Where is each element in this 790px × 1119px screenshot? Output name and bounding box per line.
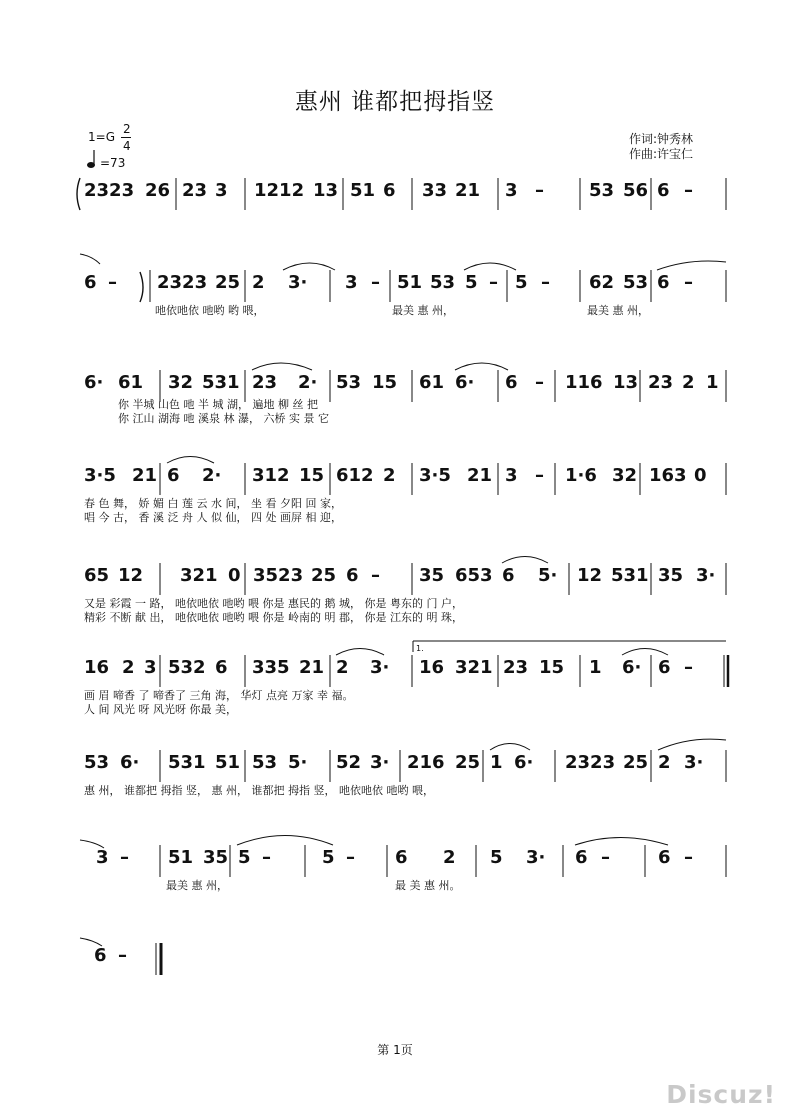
- note-group: 12: [118, 565, 144, 586]
- note-group: 6: [383, 180, 396, 201]
- time-signature-top: 2: [123, 122, 131, 136]
- note-group: 6: [215, 657, 228, 678]
- note-group: 532: [168, 657, 206, 678]
- note-group: 32: [168, 372, 194, 393]
- note-group: 321: [455, 657, 493, 678]
- note-group: 2323: [565, 752, 616, 773]
- note-group: 52: [336, 752, 362, 773]
- lyric-line: 最 美 惠 州。: [395, 879, 461, 892]
- note-group: 6: [505, 372, 518, 393]
- note-group: 61: [118, 372, 144, 393]
- note-group: 6: [658, 657, 671, 678]
- note-group: 5·: [288, 752, 308, 773]
- note-group: –: [535, 465, 544, 486]
- note-group: 6: [94, 945, 107, 966]
- note-group: 53: [589, 180, 615, 201]
- tempo-marking: =73: [100, 156, 126, 170]
- note-group: 6·: [120, 752, 140, 773]
- note-group: 1: [706, 372, 719, 393]
- note-group: 3·: [684, 752, 704, 773]
- note-group: 3: [345, 272, 358, 293]
- note-group: 23: [252, 372, 278, 393]
- lyric-line: 画 眉 啼香 了 啼香了 三角 海， 华灯 点亮 万家 幸 福。: [84, 689, 354, 702]
- note-group: 23: [182, 180, 208, 201]
- note-group: 2: [122, 657, 135, 678]
- note-group: 2: [336, 657, 349, 678]
- note-group: –: [120, 847, 129, 868]
- note-group: 5: [490, 847, 503, 868]
- note-group: 21: [455, 180, 481, 201]
- note-group: 21: [467, 465, 493, 486]
- note-group: 61: [419, 372, 445, 393]
- note-group: 56: [623, 180, 649, 201]
- note-group: 3: [215, 180, 228, 201]
- note-group: 1212: [254, 180, 305, 201]
- note-group: –: [535, 372, 544, 393]
- note-group: 3·5: [419, 465, 451, 486]
- note-group: 2·: [298, 372, 318, 393]
- lyric-line: 最美 惠 州，: [587, 304, 649, 317]
- note-group: –: [346, 847, 355, 868]
- lyric-line: 你 半城 山色 吔 半 城 湖， 遍地 柳 丝 把: [118, 398, 318, 411]
- note-group: 35: [203, 847, 229, 868]
- note-group: 312: [252, 465, 290, 486]
- note-group: 65: [84, 565, 110, 586]
- note-group: 6: [346, 565, 359, 586]
- note-group: 16: [419, 657, 445, 678]
- note-group: 6: [575, 847, 588, 868]
- note-group: 3·: [696, 565, 716, 586]
- page-number: 第 1页: [377, 1043, 413, 1057]
- composer-credit: 作曲:许宝仁: [629, 147, 694, 161]
- note-group: 3·: [288, 272, 308, 293]
- note-group: 6: [502, 565, 515, 586]
- note-group: 6·: [622, 657, 642, 678]
- note-group: 35: [419, 565, 445, 586]
- note-group: 6·: [514, 752, 534, 773]
- note-group: 2·: [202, 465, 222, 486]
- note-group: 116: [565, 372, 603, 393]
- note-group: 51: [397, 272, 423, 293]
- note-group: 3·: [526, 847, 546, 868]
- note-group: 5: [515, 272, 528, 293]
- note-group: 21: [299, 657, 325, 678]
- note-group: 33: [422, 180, 448, 201]
- note-group: –: [684, 180, 693, 201]
- note-group: –: [108, 272, 117, 293]
- note-group: 25: [311, 565, 337, 586]
- key-signature: 1=G: [88, 130, 115, 144]
- note-group: 6: [395, 847, 408, 868]
- note-group: 35: [658, 565, 684, 586]
- note-group: –: [535, 180, 544, 201]
- note-group: 6: [167, 465, 180, 486]
- lyric-line: 惠 州， 谁都把 拇指 竖， 惠 州， 谁都把 拇指 竖， 吔依吔依 吔哟 喂，: [84, 784, 434, 797]
- note-group: 6: [658, 847, 671, 868]
- note-group: 6: [657, 272, 670, 293]
- note-group: 3·5: [84, 465, 116, 486]
- note-group: 6: [84, 272, 97, 293]
- note-group: 13: [613, 372, 639, 393]
- note-group: 321: [180, 565, 218, 586]
- note-group: 26: [145, 180, 171, 201]
- note-group: 612: [336, 465, 374, 486]
- note-group: 15: [372, 372, 398, 393]
- note-group: 53: [252, 752, 278, 773]
- svg-text:1.: 1.: [416, 644, 424, 653]
- lyric-line: 最美 惠 州，: [166, 879, 228, 892]
- note-group: 5: [465, 272, 478, 293]
- lyric-line: 又是 彩霞 一 路， 吔依吔依 吔哟 喂 你是 惠民的 鹅 城， 你是 粤东的 门 户，: [84, 597, 463, 610]
- note-group: –: [684, 657, 693, 678]
- note-group: 51: [168, 847, 194, 868]
- note-group: 25: [623, 752, 649, 773]
- note-group: 21: [132, 465, 158, 486]
- note-group: 216: [407, 752, 445, 773]
- note-group: –: [489, 272, 498, 293]
- note-group: 2: [252, 272, 265, 293]
- note-group: –: [684, 272, 693, 293]
- note-group: 62: [589, 272, 615, 293]
- note-group: –: [601, 847, 610, 868]
- note-group: 15: [299, 465, 325, 486]
- note-group: 53: [336, 372, 362, 393]
- note-group: 25: [215, 272, 241, 293]
- note-group: –: [371, 272, 380, 293]
- lyric-line: 最美 惠 州，: [392, 304, 454, 317]
- note-group: 1: [490, 752, 503, 773]
- note-group: 2: [658, 752, 671, 773]
- quarter-note-icon: [86, 148, 100, 170]
- note-group: 3: [505, 180, 518, 201]
- note-group: 653: [455, 565, 493, 586]
- note-group: 3: [96, 847, 109, 868]
- note-group: 6·: [84, 372, 104, 393]
- note-group: 5: [238, 847, 251, 868]
- note-group: 335: [252, 657, 290, 678]
- note-group: 51: [350, 180, 376, 201]
- note-group: 3·: [370, 752, 390, 773]
- time-signature-bar: [121, 137, 131, 138]
- note-group: 6: [657, 180, 670, 201]
- note-group: 12: [577, 565, 603, 586]
- note-group: 2: [383, 465, 396, 486]
- note-group: 16: [84, 657, 110, 678]
- note-group: 2323: [84, 180, 135, 201]
- watermark: Discuz!: [666, 1080, 776, 1109]
- note-group: 531: [168, 752, 206, 773]
- note-group: 1: [589, 657, 602, 678]
- note-group: –: [684, 847, 693, 868]
- note-group: 23: [648, 372, 674, 393]
- score-title: 惠州 谁都把拇指竖: [294, 89, 496, 115]
- note-group: 53: [430, 272, 456, 293]
- note-group: 3523: [253, 565, 304, 586]
- note-group: 25: [455, 752, 481, 773]
- lyric-line: 唱 今 古， 香 溪 泛 舟 人 似 仙， 四 处 画屏 相 迎，: [84, 511, 342, 524]
- note-group: 5·: [538, 565, 558, 586]
- note-group: –: [262, 847, 271, 868]
- note-group: 3: [144, 657, 157, 678]
- lyric-line: 人 间 风光 呀 风光呀 你最 美，: [84, 703, 237, 716]
- note-group: 32: [612, 465, 638, 486]
- lyric-line: 你 江山 湖海 吔 溪泉 林 瀑， 六桥 实 景 它: [118, 412, 329, 425]
- note-group: –: [118, 945, 127, 966]
- note-group: 23: [503, 657, 529, 678]
- lyricist-credit: 作词:钟秀林: [629, 132, 694, 146]
- lyric-line: 春 色 舞， 娇 媚 白 莲 云 水 间， 坐 看 夕阳 回 家，: [84, 497, 342, 510]
- note-group: 13: [313, 180, 339, 201]
- note-group: 531: [611, 565, 649, 586]
- note-group: –: [541, 272, 550, 293]
- note-group: 0: [694, 465, 707, 486]
- note-group: 6·: [455, 372, 475, 393]
- note-group: 15: [539, 657, 565, 678]
- note-group: 3: [505, 465, 518, 486]
- note-group: 2: [443, 847, 456, 868]
- time-signature-bottom: 4: [123, 139, 131, 153]
- note-group: 53: [623, 272, 649, 293]
- note-group: –: [371, 565, 380, 586]
- note-group: 163: [649, 465, 687, 486]
- lyric-line: 吔依吔依 吔哟 哟 喂，: [155, 304, 265, 317]
- note-group: 5: [322, 847, 335, 868]
- note-group: 51: [215, 752, 241, 773]
- note-group: 53: [84, 752, 110, 773]
- lyric-line: 精彩 不断 献 出， 吔依吔依 吔哟 喂 你是 岭南的 明 郡， 你是 江东的 明 珠，: [84, 611, 463, 624]
- note-group: 3·: [370, 657, 390, 678]
- note-group: 2: [682, 372, 695, 393]
- note-group: 2323: [157, 272, 208, 293]
- note-group: 1·6: [565, 465, 597, 486]
- note-group: 0: [228, 565, 241, 586]
- note-group: 531: [202, 372, 240, 393]
